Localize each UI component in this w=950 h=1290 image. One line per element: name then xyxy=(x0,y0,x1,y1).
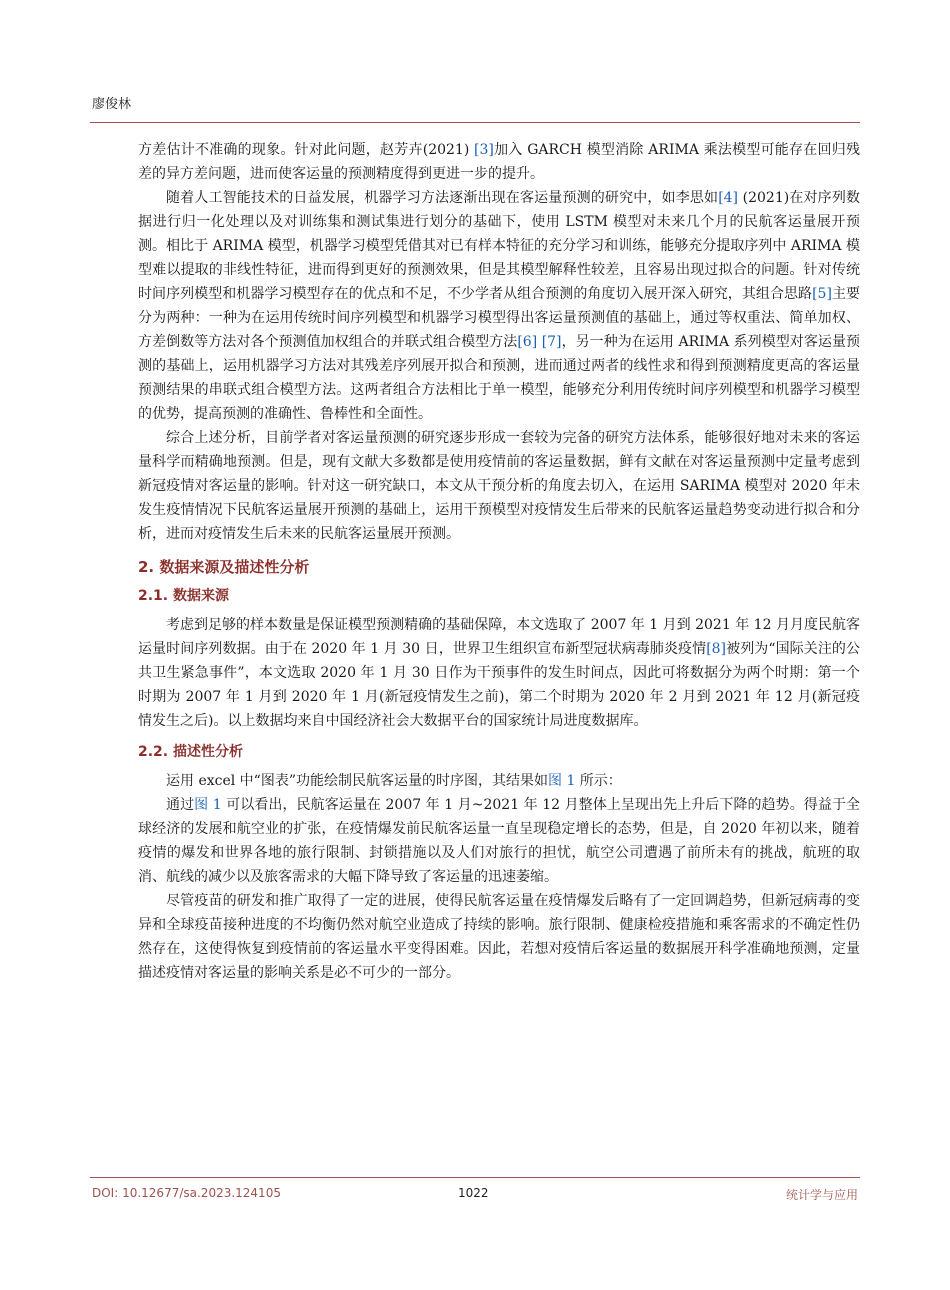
citation-link-6[interactable]: [6] xyxy=(517,334,538,350)
footer-doi-link[interactable]: DOI: 10.12677/sa.2023.124105 xyxy=(92,1186,281,1200)
section-heading-2: 2. 数据来源及描述性分析 xyxy=(138,558,310,576)
citation-link-4[interactable]: [4] xyxy=(718,190,739,206)
paragraph-2 xyxy=(138,186,860,426)
text: (2021)在对序列数据进行归一化处理以及对训练集和测试集进行划分的基础下，使用 LSTM 模型对未来几个月的民航客运量展开预测。相比于 ARIMA 模型，机器学习模型凭借其对已有样本特征的充分学习和训练，能够充分提取序列中 ARIMA 模型难以提取的非线性特征，进而得到更好的预测效果，但是其模型解释性较差，且容易出现过拟合的问题。针对传统时间序列模型和机器学习模型存在的优点和不足，不少学者从组合预测的角度切入展开深入研究，其组合思路 xyxy=(138,190,860,302)
header-divider xyxy=(90,122,860,123)
text: 所示： xyxy=(575,773,622,789)
text: 运用 excel 中“图表”功能绘制民航客运量的时序图，其结果如 xyxy=(166,773,548,789)
paragraph-3: 综合上述分析，目前学者对客运量预测的研究逐步形成一套较为完备的研究方法体系，能够很好地对未来的客运量科学而精确地预测。但是，现有文献大多数都是使用疫情前的客运量数据，鲜有文献在对客运量预测中定量考虑到新冠疫情对客运量的影响。针对这一研究缺口，本文从干预分析的角度去切入，在运用 SARIMA 模型对 2020 年未发生疫情情况下民航客运量展开预测的基础上，运用干预模型对疫情发生后带来的民航客运量趋势变动进行拟合和分析，进而对疫情发生后未来的民航客运量展开预测。 xyxy=(138,430,860,542)
article-body xyxy=(138,138,860,985)
footer-divider xyxy=(90,1177,860,1178)
subsection-heading-2-2: 2.2. 描述性分析 xyxy=(138,744,243,760)
paragraph-5 xyxy=(138,769,860,793)
text: 可以看出，民航客运量在 2007 年 1 月~2021 年 12 月整体上呈现出先上升后下降的趋势。得益于全球经济的发展和航空业的扩张，在疫情爆发前民航客运量一直呈现稳定增长的态势，但是，自 2020 年初以来，随着疫情的爆发和世界各地的旅行限制、封锁措施以及人们对旅行的担忧，航空公司遭遇了前所未有的挑战，航班的取消、航线的减少以及旅客需求的大幅下降导致了客运量的迅速萎缩。 xyxy=(138,797,861,885)
figure-link-1[interactable]: 图 1 xyxy=(548,773,576,789)
text: 随着人工智能技术的日益发展，机器学习方法逐渐出现在客运量预测的研究中，如李思如 xyxy=(166,190,719,206)
text: 方差估计不准确的现象。针对此问题，赵芳卉(2021) xyxy=(138,142,474,158)
text: 考虑到足够的样本数量是保证模型预测精确的基础保障，本文选取了 2007 年 1 月到 2021 年 12 月月度民航客运量时间序列数据。由于在 2020 年 1 月 30 日，世界卫生组织宣布新型冠状病毒肺炎疫情 xyxy=(138,617,860,657)
text: 主要分为两种：一种为在运用传统时间序列模型和机器学习模型得出客运量预测值的基础上，通过等权重法、简单加权、方差倒数等方法对各个预测值加权组合的并联式组合模型方法 xyxy=(138,286,861,350)
citation-link-5[interactable]: [5] xyxy=(812,286,832,302)
header-author: 廖俊林 xyxy=(92,97,132,112)
text: 被列为“国际关注的公共卫生紧急事件”，本文选取 2020 年 1 月 30 日作为干预事件的发生时间点，因此可将数据分为两个时期：第一个时期为 2007 年 1 月到 2020 年 1 月(新冠疫情发生之前)，第二个时期为 2020 年 2 月到 2021 年 12 月(新冠疫情发生之后)。以上数据均来自中国经济社会大数据平台的国家统计局进度数据库。 xyxy=(138,641,860,729)
journal-name: 统计学与应用 xyxy=(785,1188,858,1202)
figure-link-1[interactable]: 图 1 xyxy=(194,797,222,813)
citation-link-3[interactable]: [3] xyxy=(473,142,494,158)
paragraph-4 xyxy=(138,613,860,733)
paragraph-7: 尽管疫苗的研发和推广取得了一定的进展，使得民航客运量在疫情爆发后略有了一定回调趋势，但新冠病毒的变异和全球疫苗接种进度的不均衡仍然对航空业造成了持续的影响。旅行限制、健康检疫措施和乘客需求的不确定性仍然存在，这使得恢复到疫情前的客运量水平变得困难。因此，若想对疫情后客运量的数据展开科学准确地预测，定量描述疫情对客运量的影响关系是必不可少的一部分。 xyxy=(138,893,860,981)
text: 加入 GARCH 模型消除 ARIMA 乘法模型可能存在回归残差的异方差问题，进而使客运量的预测精度得到更进一步的提升。 xyxy=(138,142,860,182)
citation-link-7[interactable]: [7] xyxy=(541,334,562,350)
paragraph-1 xyxy=(138,138,860,186)
paragraph-6 xyxy=(138,793,860,889)
page-number: 1022 xyxy=(458,1186,489,1200)
text: ，另一种为在运用 ARIMA 系列模型对客运量预测的基础上，运用机器学习方法对其残差序列展开拟合和预测，进而通过两者的线性求和得到预测精度更高的客运量预测结果的串联式组合模型方法。这两者组合方法相比于单一模型，能够充分利用传统时间序列模型和机器学习模型的优势，提高预测的准确性、鲁棒性和全面性。 xyxy=(138,334,860,422)
subsection-heading-2-1: 2.1. 数据来源 xyxy=(138,588,229,604)
text: 通过 xyxy=(166,797,195,813)
citation-link-8[interactable]: [8] xyxy=(706,641,727,657)
